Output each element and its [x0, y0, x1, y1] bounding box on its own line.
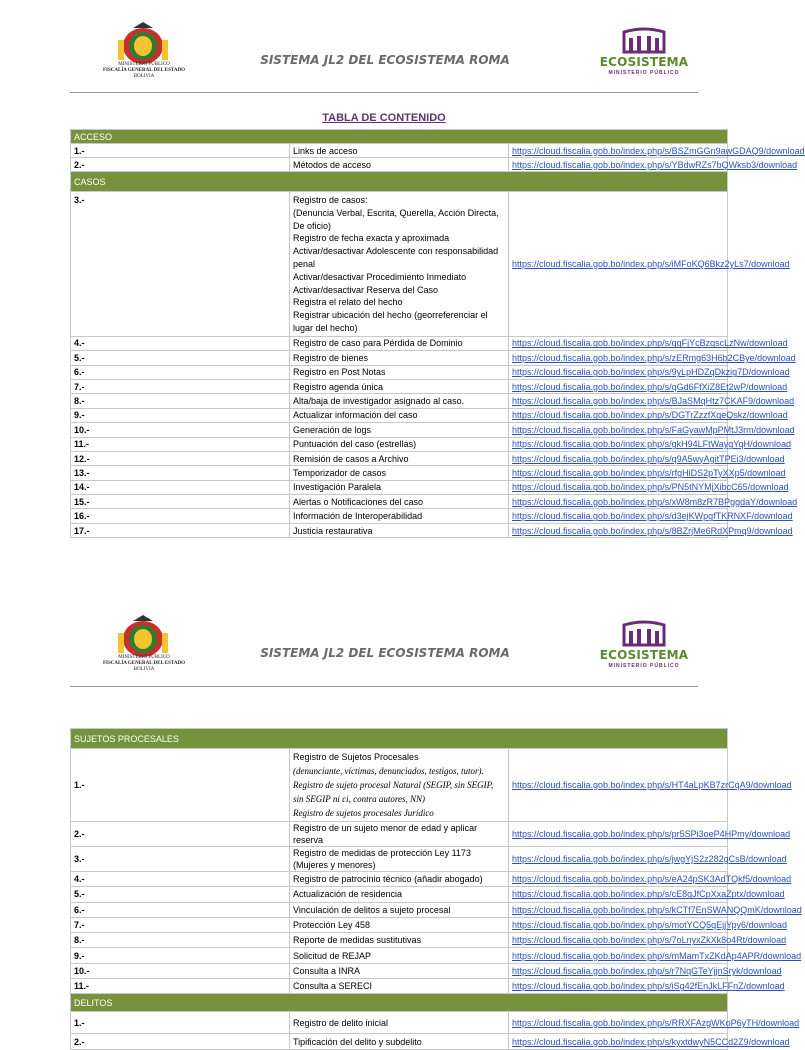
toc-title: TABLA DE CONTENIDO: [322, 112, 446, 124]
table-row: 3.- Registro de casos: (Denuncia Verbal, Escrita, Querella, Acción Directa, De oficio) Registro de fecha exacta y aproximada Activar/desactivar Adolescente con responsabilidad penal Activar/desactivar Procedimiento Inmediato Activar/desactivar Reserva del Caso Registra el relato del hecho Registrar ubicación del hecho (georreferenciar el lugar del hecho) https://cloud.fiscalia.gob.bo/index.php/s/iMFoKQ6Bkz2yLs7/download: [71, 192, 728, 337]
table-row: 2.- Métodos de acceso https://cloud.fiscalia.gob.bo/index.php/s/YBdwRZs7bQWksb3/download: [71, 158, 728, 172]
section-row-sujetos: SUJETOS PROCESALES: [71, 729, 728, 749]
header-divider: [70, 92, 698, 93]
table-row: 3.- Registro de medidas de protección Ley 1173 (Mujeres y menores) https://cloud.fiscalia.gob.bo/index.php/s/jwgYjS2z282gCsB/download: [71, 847, 728, 872]
table-row: 17.- Justicia restaurativa https://cloud.fiscalia.gob.bo/index.php/s/8BZrjMe6RdXPmq9/download: [71, 523, 728, 537]
eco-subtitle: MINISTERIO PÚBLICO: [608, 663, 680, 669]
table-row: 2.- Tipificación del delito y subdelito https://cloud.fiscalia.gob.bo/index.php/s/kyxtdwyN5CCd2Z9/download: [71, 1034, 728, 1050]
table-row: 7.- Registro agenda única https://cloud.fiscalia.gob.bo/index.php/s/qGd6FfXiZ8Et2wP/download: [71, 379, 728, 393]
table-row: 8.- Alta/baja de investigador asignado al caso. https://cloud.fiscalia.gob.bo/index.php/s/BJaSMqHtz7CKAF9/download: [71, 394, 728, 408]
download-link[interactable]: https://cloud.fiscalia.gob.bo/index.php/s/8BZrjMe6RdXPmq9/download: [509, 523, 728, 537]
download-link[interactable]: https://cloud.fiscalia.gob.bo/index.php/s/gkH94LFtWaygYqH/download: [509, 437, 728, 451]
table-row: 12.- Remisión de casos a Archivo https://cloud.fiscalia.gob.bo/index.php/s/q9A5wyAgitTPEi3/download: [71, 451, 728, 465]
download-link[interactable]: https://cloud.fiscalia.gob.bo/index.php/s/RRXFAzgWKoP6yTH/download: [509, 1012, 728, 1034]
table-row: 5.- Registro de bienes https://cloud.fiscalia.gob.bo/index.php/s/zERmg63H6b2CBye/download: [71, 351, 728, 365]
header-divider: [70, 686, 698, 687]
table-row: 4.- Registro de caso para Pérdida de Dominio https://cloud.fiscalia.gob.bo/index.php/s/qgFjYcBzqscLzNw/download: [71, 336, 728, 350]
download-link[interactable]: https://cloud.fiscalia.gob.bo/index.php/s/q9A5wyAgitTPEi3/download: [509, 451, 728, 465]
download-link[interactable]: https://cloud.fiscalia.gob.bo/index.php/s/kyxtdwyN5CCd2Z9/download: [509, 1034, 728, 1050]
table-row: 15.- Alertas o Notificaciones del caso https://cloud.fiscalia.gob.bo/index.php/s/xW8m8zR7BPggdaY/download: [71, 495, 728, 509]
table-row: 9.- Solicitud de REJAP https://cloud.fiscalia.gob.bo/index.php/s/mMamTxZKdAp4APR/download: [71, 948, 728, 963]
download-link[interactable]: https://cloud.fiscalia.gob.bo/index.php/s/YBdwRZs7bQWksb3/download: [509, 158, 728, 172]
download-link[interactable]: https://cloud.fiscalia.gob.bo/index.php/s/d3ejKWpgfTKRNXF/download: [509, 509, 728, 523]
eco-name: ECOSISTEMA: [599, 648, 689, 662]
table-row: 16.- Información de Interoperabilidad https://cloud.fiscalia.gob.bo/index.php/s/d3ejKWpgfTKRNXF/download: [71, 509, 728, 523]
table-row: 13.- Temporizador de casos https://cloud.fiscalia.gob.bo/index.php/s/rfgHiDS2pTyXXp5/download: [71, 466, 728, 480]
section-row: DELITOS: [71, 994, 728, 1012]
download-link[interactable]: https://cloud.fiscalia.gob.bo/index.php/s/qGd6FfXiZ8Et2wP/download: [509, 379, 728, 393]
system-title: SISTEMA JL2 DEL ECOSISTEMA ROMA: [260, 646, 510, 660]
table-row: 7.- Protección Ley 458 https://cloud.fiscalia.gob.bo/index.php/s/motYCQ5qEjjYpy6/download: [71, 917, 728, 932]
table-row: 2.- Registro de un sujeto menor de edad y aplicar reserva https://cloud.fiscalia.gob.bo/index.php/s/pr5SPi3oeP4HPmy/download: [71, 822, 728, 847]
download-link[interactable]: https://cloud.fiscalia.gob.bo/index.php/s/DGTrZzzfXqeQskz/download: [509, 408, 728, 422]
section-row-acceso: ACCESO: [71, 130, 728, 144]
download-link[interactable]: https://cloud.fiscalia.gob.bo/index.php/s/zERmg63H6b2CBye/download: [509, 351, 728, 365]
download-link[interactable]: https://cloud.fiscalia.gob.bo/index.php/s/motYCQ5qEjjYpy6/download: [509, 917, 728, 932]
download-link[interactable]: https://cloud.fiscalia.gob.bo/index.php/s/mMamTxZKdAp4APR/download: [509, 948, 728, 963]
download-link[interactable]: https://cloud.fiscalia.gob.bo/index.php/s/BJaSMqHtz7CKAF9/download: [509, 394, 728, 408]
seal-caption: MINISTERIO PÚBLICO FISCALÍA GENERAL DEL ESTADO BOLIVIA: [102, 655, 185, 672]
table-row: 5.- Actualización de residencia https://cloud.fiscalia.gob.bo/index.php/s/cE8gJfCpXxaZptx/download: [71, 887, 728, 902]
table-row: 6.- Vinculación de delitos a sujeto procesal https://cloud.fiscalia.gob.bo/index.php/s/kCTf7EnSWANQQmK/download: [71, 902, 728, 917]
table-row: 10.- Consulta a INRA https://cloud.fiscalia.gob.bo/index.php/s/r7NqGTeYjjnSryk/download: [71, 963, 728, 978]
download-link[interactable]: https://cloud.fiscalia.gob.bo/index.php/s/kCTf7EnSWANQQmK/download: [509, 902, 728, 917]
table-row: 6.- Registro en Post Notas https://cloud.fiscalia.gob.bo/index.php/s/9yLpHDZqDkzig7D/download: [71, 365, 728, 379]
table-row: 1.- Registro de delito inicial https://cloud.fiscalia.gob.bo/index.php/s/RRXFAzgWKoP6yTH/download: [71, 1012, 728, 1034]
download-link[interactable]: https://cloud.fiscalia.gob.bo/index.php/s/iMFoKQ6Bkz2yLs7/download: [509, 192, 728, 337]
download-link[interactable]: https://cloud.fiscalia.gob.bo/index.php/s/rfgHiDS2pTyXXp5/download: [509, 466, 728, 480]
download-link[interactable]: https://cloud.fiscalia.gob.bo/index.php/s/FaGyawMpPMtJ3rm/download: [509, 423, 728, 437]
download-link[interactable]: https://cloud.fiscalia.gob.bo/index.php/s/r7NqGTeYjjnSryk/download: [509, 963, 728, 978]
table-row: 4.- Registro de patrocinio técnico (añadir abogado) https://cloud.fiscalia.gob.bo/index.php/s/eA24pSK3AdTQkf5/download: [71, 872, 728, 887]
table-row: 14.- Investigación Paralela https://cloud.fiscalia.gob.bo/index.php/s/PN5tNYMjXibcC65/download: [71, 480, 728, 494]
content-table-2: [70, 728, 802, 1050]
table-row: 9.- Actualizar información del caso https://cloud.fiscalia.gob.bo/index.php/s/DGTrZzzfXqeQskz/download: [71, 408, 728, 422]
download-link[interactable]: https://cloud.fiscalia.gob.bo/index.php/s/HT4aLpKB7zrCqA9/download: [509, 749, 728, 822]
seal-caption: MINISTERIO PÚBLICO FISCALÍA GENERAL DEL ESTADO BOLIVIA: [102, 62, 185, 79]
download-link[interactable]: https://cloud.fiscalia.gob.bo/index.php/s/qgFjYcBzqscLzNw/download: [509, 336, 728, 350]
table-row: 11.- Puntuación del caso (estrellas) https://cloud.fiscalia.gob.bo/index.php/s/gkH94LFtWaygYqH/download: [71, 437, 728, 451]
table-row: 10.- Generación de logs https://cloud.fiscalia.gob.bo/index.php/s/FaGyawMpPMtJ3rm/download: [71, 423, 728, 437]
eco-subtitle: MINISTERIO PÚBLICO: [608, 70, 680, 76]
download-link[interactable]: https://cloud.fiscalia.gob.bo/index.php/s/9yLpHDZqDkzig7D/download: [509, 365, 728, 379]
download-link[interactable]: https://cloud.fiscalia.gob.bo/index.php/s/cE8gJfCpXxaZptx/download: [509, 887, 728, 902]
section-row-casos: CASOS: [71, 172, 728, 192]
system-title: SISTEMA JL2 DEL ECOSISTEMA ROMA: [260, 53, 510, 67]
content-table-1: [70, 129, 805, 538]
download-link[interactable]: https://cloud.fiscalia.gob.bo/index.php/s/pr5SPi3oeP4HPmy/download: [509, 822, 728, 847]
download-link[interactable]: https://cloud.fiscalia.gob.bo/index.php/s/xW8m8zR7BPggdaY/download: [509, 495, 728, 509]
table-row: 8.- Reporte de medidas sustitutivas https://cloud.fiscalia.gob.bo/index.php/s/7oLnyxZkXk8o4Rt/download: [71, 933, 728, 948]
table-row: 11.- Consulta a SERECI https://cloud.fiscalia.gob.bo/index.php/s/iSg42fEnJkLFFnZ/download: [71, 979, 728, 994]
download-link[interactable]: https://cloud.fiscalia.gob.bo/index.php/s/iSg42fEnJkLFFnZ/download: [509, 979, 728, 994]
page-header-2: [0, 615, 768, 695]
page-header-1: [0, 22, 768, 102]
eco-name: ECOSISTEMA: [599, 55, 689, 69]
table-row: 1.- Links de acceso https://cloud.fiscalia.gob.bo/index.php/s/BSZmGGn9awGDAQ9/download: [71, 144, 728, 158]
download-link[interactable]: https://cloud.fiscalia.gob.bo/index.php/s/PN5tNYMjXibcC65/download: [509, 480, 728, 494]
download-link[interactable]: https://cloud.fiscalia.gob.bo/index.php/s/7oLnyxZkXk8o4Rt/download: [509, 933, 728, 948]
download-link[interactable]: https://cloud.fiscalia.gob.bo/index.php/s/BSZmGGn9awGDAQ9/download: [509, 144, 728, 158]
download-link[interactable]: https://cloud.fiscalia.gob.bo/index.php/s/jwgYjS2z282gCsB/download: [509, 847, 728, 872]
table-row: 1.- Registro de Sujetos Procesales (denunciante, víctimas, denunciados, testigos, tutor). Registro de sujeto procesal Natural (SEGIP, sin SEGIP, sin SEGIP ni ci, contra autores, NN) Registro de sujetos procesales Jurídico https://cloud.fiscalia.gob.bo/index.php/s/HT4aLpKB7zrCqA9/download: [71, 749, 728, 822]
download-link[interactable]: https://cloud.fiscalia.gob.bo/index.php/s/eA24pSK3AdTQkf5/download: [509, 872, 728, 887]
